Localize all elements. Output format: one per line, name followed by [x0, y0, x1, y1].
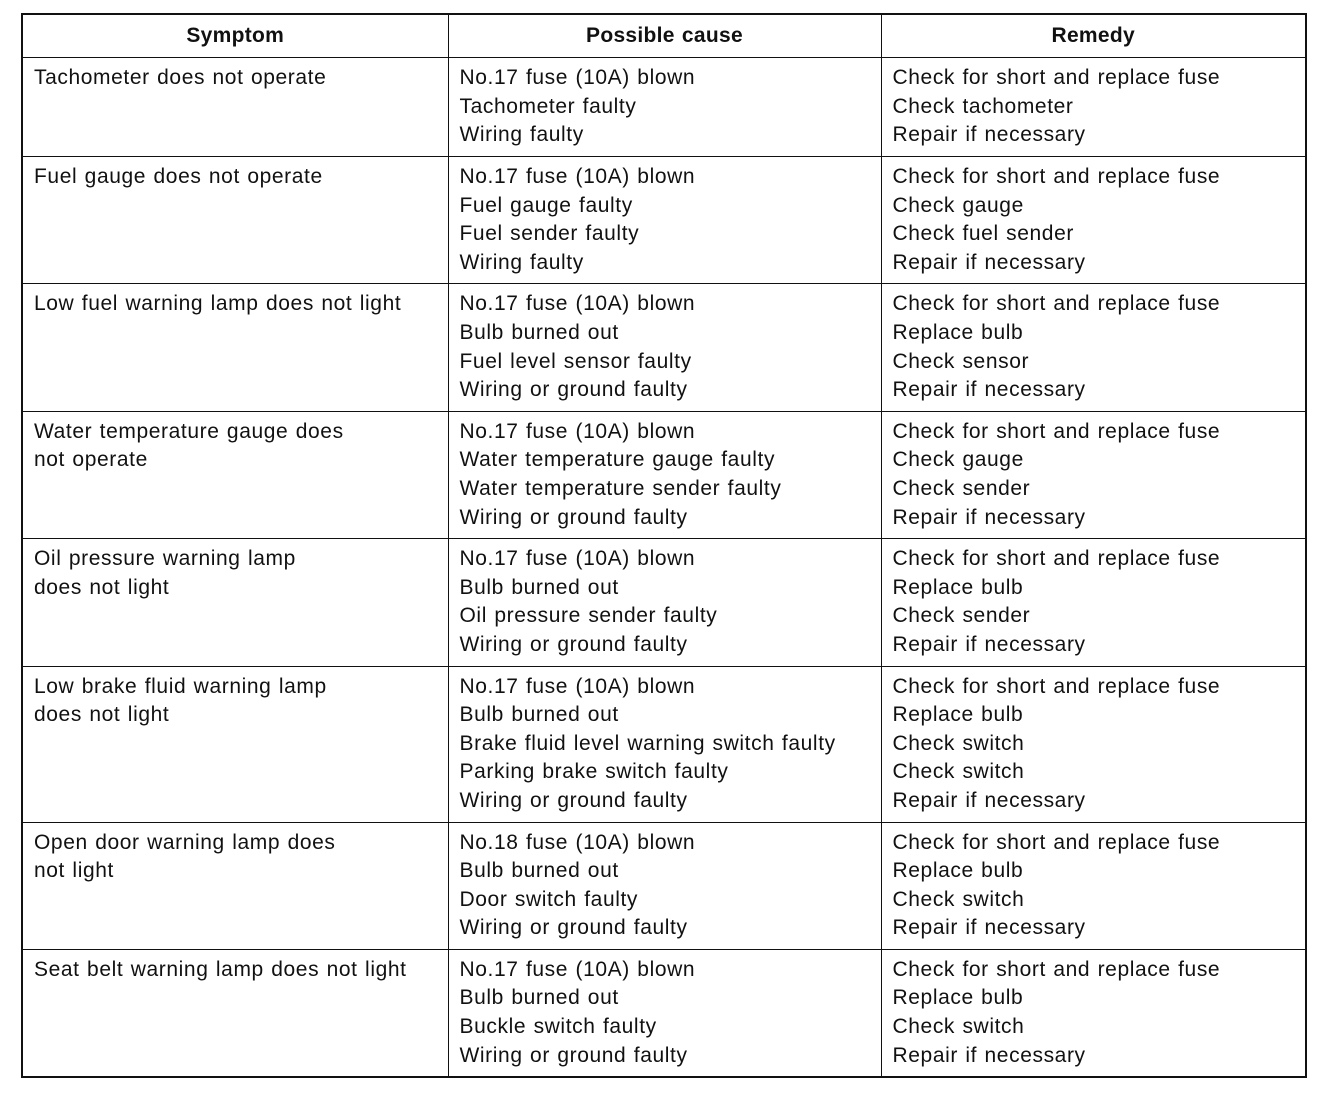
header-remedy: Remedy — [881, 14, 1306, 58]
symptom-cell — [22, 949, 448, 1077]
symptom-text: Low fuel warning lamp does not light — [34, 292, 402, 316]
cause-text: Wiring or ground faulty — [459, 916, 688, 940]
remedy-text: Check switch — [892, 760, 1025, 784]
cause-cell — [448, 284, 881, 411]
symptom-cell — [22, 411, 448, 538]
remedy-text: Repair if necessary — [892, 916, 1086, 940]
header-row — [22, 14, 1306, 58]
remedy-text: Repair if necessary — [892, 788, 1086, 812]
cause-cell — [448, 822, 881, 949]
table-row — [22, 822, 1306, 949]
remedy-text: Repair if necessary — [892, 505, 1086, 529]
remedy-cell — [881, 949, 1306, 1077]
symptom-text: Tachometer does not operate — [34, 66, 327, 89]
remedy-text: Replace bulb — [892, 320, 1024, 344]
symptom-text: not operate — [34, 448, 148, 472]
cause-text: Wiring faulty — [459, 123, 584, 147]
cause-text: Bulb burned out — [459, 575, 619, 599]
cause-text: Wiring faulty — [459, 250, 584, 274]
table-header — [22, 14, 1306, 58]
remedy-cell — [881, 539, 1306, 666]
cause-text: No.18 fuse (10A) blown — [459, 830, 696, 854]
header-possible-cause: Possible cause — [448, 14, 881, 58]
cause-text: Buckle switch faulty — [459, 1015, 657, 1039]
cause-text: Fuel gauge faulty — [459, 193, 633, 217]
symptom-text: Water temperature gauge does — [34, 419, 344, 443]
cause-text: Wiring or ground faulty — [459, 378, 688, 402]
symptom-cell — [22, 157, 448, 284]
cause-cell — [448, 411, 881, 538]
cause-text: No.17 fuse (10A) blown — [459, 674, 696, 698]
cause-text: Water temperature gauge faulty — [459, 448, 776, 472]
remedy-text: Check gauge — [892, 193, 1024, 217]
cause-text: No.17 fuse (10A) blown — [459, 66, 696, 89]
cause-text: Wiring or ground faulty — [459, 1043, 688, 1067]
symptom-cell — [22, 822, 448, 949]
symptom-text: Seat belt warning lamp does not light — [34, 957, 407, 981]
troubleshooting-table — [21, 13, 1307, 1078]
cause-text: No.17 fuse (10A) blown — [459, 292, 696, 316]
cause-text: Door switch faulty — [459, 887, 639, 911]
remedy-text: Check gauge — [892, 448, 1024, 472]
remedy-text: Check for short and replace fuse — [892, 165, 1221, 188]
table-row — [22, 157, 1306, 284]
cause-text: Bulb burned out — [459, 703, 619, 727]
remedy-cell — [881, 157, 1306, 284]
symptom-text: does not light — [34, 575, 170, 599]
remedy-text: Check sender — [892, 604, 1031, 628]
cause-text: Bulb burned out — [459, 986, 619, 1010]
cause-cell — [448, 539, 881, 666]
cause-cell — [448, 949, 881, 1077]
symptom-cell — [22, 539, 448, 666]
cause-text: Parking brake switch faulty — [459, 760, 729, 784]
remedy-text: Check for short and replace fuse — [892, 547, 1221, 571]
remedy-text: Replace bulb — [892, 859, 1024, 883]
table-body — [22, 58, 1306, 1078]
remedy-text: Replace bulb — [892, 986, 1024, 1010]
remedy-text: Check for short and replace fuse — [892, 292, 1221, 316]
header-symptom: Symptom — [22, 14, 448, 58]
symptom-text: not light — [34, 859, 114, 883]
cause-text: Wiring or ground faulty — [459, 632, 688, 656]
remedy-text: Check sensor — [892, 349, 1030, 373]
remedy-text: Repair if necessary — [892, 632, 1086, 656]
symptom-text: Fuel gauge does not operate — [34, 165, 323, 188]
remedy-text: Check switch — [892, 731, 1025, 755]
table-row — [22, 411, 1306, 538]
cause-cell — [448, 157, 881, 284]
cause-text: Brake fluid level warning switch faulty — [459, 731, 836, 755]
cause-text: Fuel level sensor faulty — [459, 349, 692, 373]
cause-text: No.17 fuse (10A) blown — [459, 547, 696, 571]
cause-cell — [448, 58, 881, 157]
symptom-text: Low brake fluid warning lamp — [34, 674, 327, 698]
remedy-cell — [881, 822, 1306, 949]
remedy-cell — [881, 666, 1306, 822]
symptom-cell — [22, 284, 448, 411]
table-row — [22, 58, 1306, 157]
remedy-text: Replace bulb — [892, 575, 1024, 599]
remedy-cell — [881, 284, 1306, 411]
remedy-text: Check sender — [892, 476, 1031, 500]
cause-text: Tachometer faulty — [459, 94, 637, 118]
remedy-text: Check for short and replace fuse — [892, 830, 1221, 854]
remedy-text: Repair if necessary — [892, 378, 1086, 402]
table-row — [22, 949, 1306, 1077]
remedy-cell — [881, 58, 1306, 157]
cause-text: Wiring or ground faulty — [459, 505, 688, 529]
cause-text: Wiring or ground faulty — [459, 788, 688, 812]
cause-text: Fuel sender faulty — [459, 222, 640, 246]
remedy-text: Replace bulb — [892, 703, 1024, 727]
symptom-text: Open door warning lamp does — [34, 830, 336, 854]
cause-text: No.17 fuse (10A) blown — [459, 165, 696, 188]
remedy-text: Repair if necessary — [892, 1043, 1086, 1067]
table-row — [22, 539, 1306, 666]
remedy-text: Check for short and replace fuse — [892, 674, 1221, 698]
cause-text: No.17 fuse (10A) blown — [459, 419, 696, 443]
remedy-text: Check for short and replace fuse — [892, 957, 1221, 981]
remedy-text: Check switch — [892, 1015, 1025, 1039]
table-row — [22, 666, 1306, 822]
remedy-text: Check for short and replace fuse — [892, 419, 1221, 443]
cause-text: Oil pressure sender faulty — [459, 604, 718, 628]
cause-text: Bulb burned out — [459, 320, 619, 344]
remedy-text: Repair if necessary — [892, 123, 1086, 147]
remedy-text: Check switch — [892, 887, 1025, 911]
symptom-text: does not light — [34, 703, 170, 727]
remedy-cell — [881, 411, 1306, 538]
cause-text: Bulb burned out — [459, 859, 619, 883]
cause-text: Water temperature sender faulty — [459, 476, 782, 500]
remedy-text: Repair if necessary — [892, 250, 1086, 274]
remedy-text: Check tachometer — [892, 94, 1074, 118]
symptom-cell — [22, 58, 448, 157]
remedy-text: Check fuel sender — [892, 222, 1074, 246]
symptom-text: Oil pressure warning lamp — [34, 547, 296, 571]
table-row — [22, 284, 1306, 411]
remedy-text: Check for short and replace fuse — [892, 66, 1221, 89]
cause-cell — [448, 666, 881, 822]
cause-text: No.17 fuse (10A) blown — [459, 957, 696, 981]
symptom-cell — [22, 666, 448, 822]
